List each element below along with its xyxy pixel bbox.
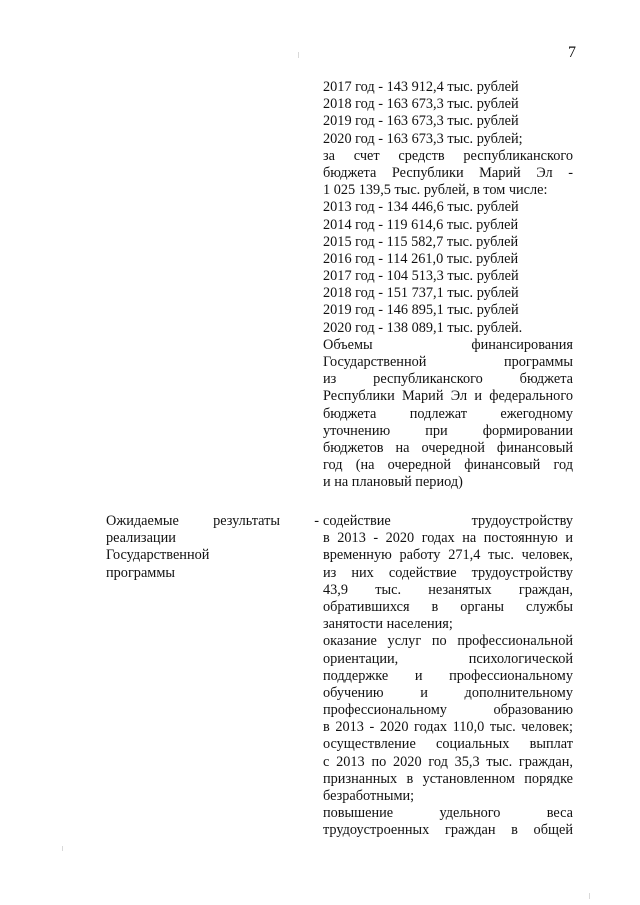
text-line: бюджета Республики Марий Эл - xyxy=(323,164,573,181)
text-line: и на плановый период) xyxy=(323,474,463,491)
label-line: Ожидаемые результаты - xyxy=(106,513,319,529)
text-line: ориентации, психологической xyxy=(323,650,573,667)
text-line: 2020 год - 163 673,3 тыс. рублей; xyxy=(323,130,523,147)
text-line: уточнению при формировании xyxy=(323,422,573,439)
text-line: 2014 год - 119 614,6 тыс. рублей xyxy=(323,216,519,233)
text-line: профессиональному образованию xyxy=(323,702,573,719)
text-line: за счет средств республиканского xyxy=(323,147,573,164)
text-line: Объемы финансирования xyxy=(323,336,573,353)
text-line: обратившихся в органы службы xyxy=(323,598,573,615)
text-line: Республики Марий Эл и федерального xyxy=(323,388,573,405)
text-line: 2019 год - 163 673,3 тыс. рублей xyxy=(323,113,519,130)
text-line: год (на очередной финансовый год xyxy=(323,457,573,474)
label-line: Государственной xyxy=(106,547,210,564)
text-line: в 2013 - 2020 годах на постоянную и xyxy=(323,530,573,547)
text-line: 2018 год - 163 673,3 тыс. рублей xyxy=(323,96,519,113)
text-line: признанных в установленном порядке xyxy=(323,770,573,787)
text-line: трудоустроенных граждан в общей xyxy=(323,822,573,839)
text-line: 2018 год - 151 737,1 тыс. рублей xyxy=(323,285,519,302)
label-line: реализации xyxy=(106,530,176,547)
text-line: в 2013 - 2020 годах 110,0 тыс. человек; xyxy=(323,719,573,736)
text-line: 2016 год - 114 261,0 тыс. рублей xyxy=(323,250,519,267)
section-label xyxy=(106,513,319,582)
text-line: 2019 год - 146 895,1 тыс. рублей xyxy=(323,302,519,319)
text-line: 2017 год - 143 912,4 тыс. рублей xyxy=(323,79,519,95)
text-line: осуществление социальных выплат xyxy=(323,736,573,753)
text-line: 2015 год - 115 582,7 тыс. рублей xyxy=(323,233,519,250)
financing-text xyxy=(323,79,573,492)
text-line: из республиканского бюджета xyxy=(323,371,573,388)
text-line: содействие трудоустройству xyxy=(323,513,573,529)
text-line: поддержке и профессиональному xyxy=(323,667,573,684)
scan-mark xyxy=(298,52,299,58)
text-line: 2020 год - 138 089,1 тыс. рублей. xyxy=(323,319,523,336)
text-line: Государственной программы xyxy=(323,354,573,370)
label-line: программы xyxy=(106,564,176,581)
scan-mark xyxy=(62,846,63,851)
text-line: 2017 год - 104 513,3 тыс. рублей xyxy=(323,268,519,285)
text-line: 2013 год - 134 446,6 тыс. рублей xyxy=(323,199,519,216)
results-text xyxy=(323,513,573,840)
text-line: безработными; xyxy=(323,788,415,804)
text-line: повышение удельного веса xyxy=(323,805,573,822)
text-line: бюджета подлежат ежегодному xyxy=(323,405,573,422)
text-line: с 2013 по 2020 год 35,3 тыс. граждан, xyxy=(323,753,573,770)
text-line: 43,9 тыс. незанятых граждан, xyxy=(323,581,573,598)
text-line: занятости населения; xyxy=(323,616,453,633)
page-number: 7 xyxy=(568,44,576,61)
text-line: 1 025 139,5 тыс. рублей, в том числе: xyxy=(323,182,548,199)
scan-mark xyxy=(589,893,590,899)
text-line: временную работу 271,4 тыс. человек, xyxy=(323,547,573,564)
text-line: бюджетов на очередной финансовый xyxy=(323,439,573,456)
text-line: из них содействие трудоустройству xyxy=(323,564,573,581)
text-line: оказание услуг по профессиональной xyxy=(323,633,573,650)
text-line: обучению и дополнительному xyxy=(323,684,573,701)
